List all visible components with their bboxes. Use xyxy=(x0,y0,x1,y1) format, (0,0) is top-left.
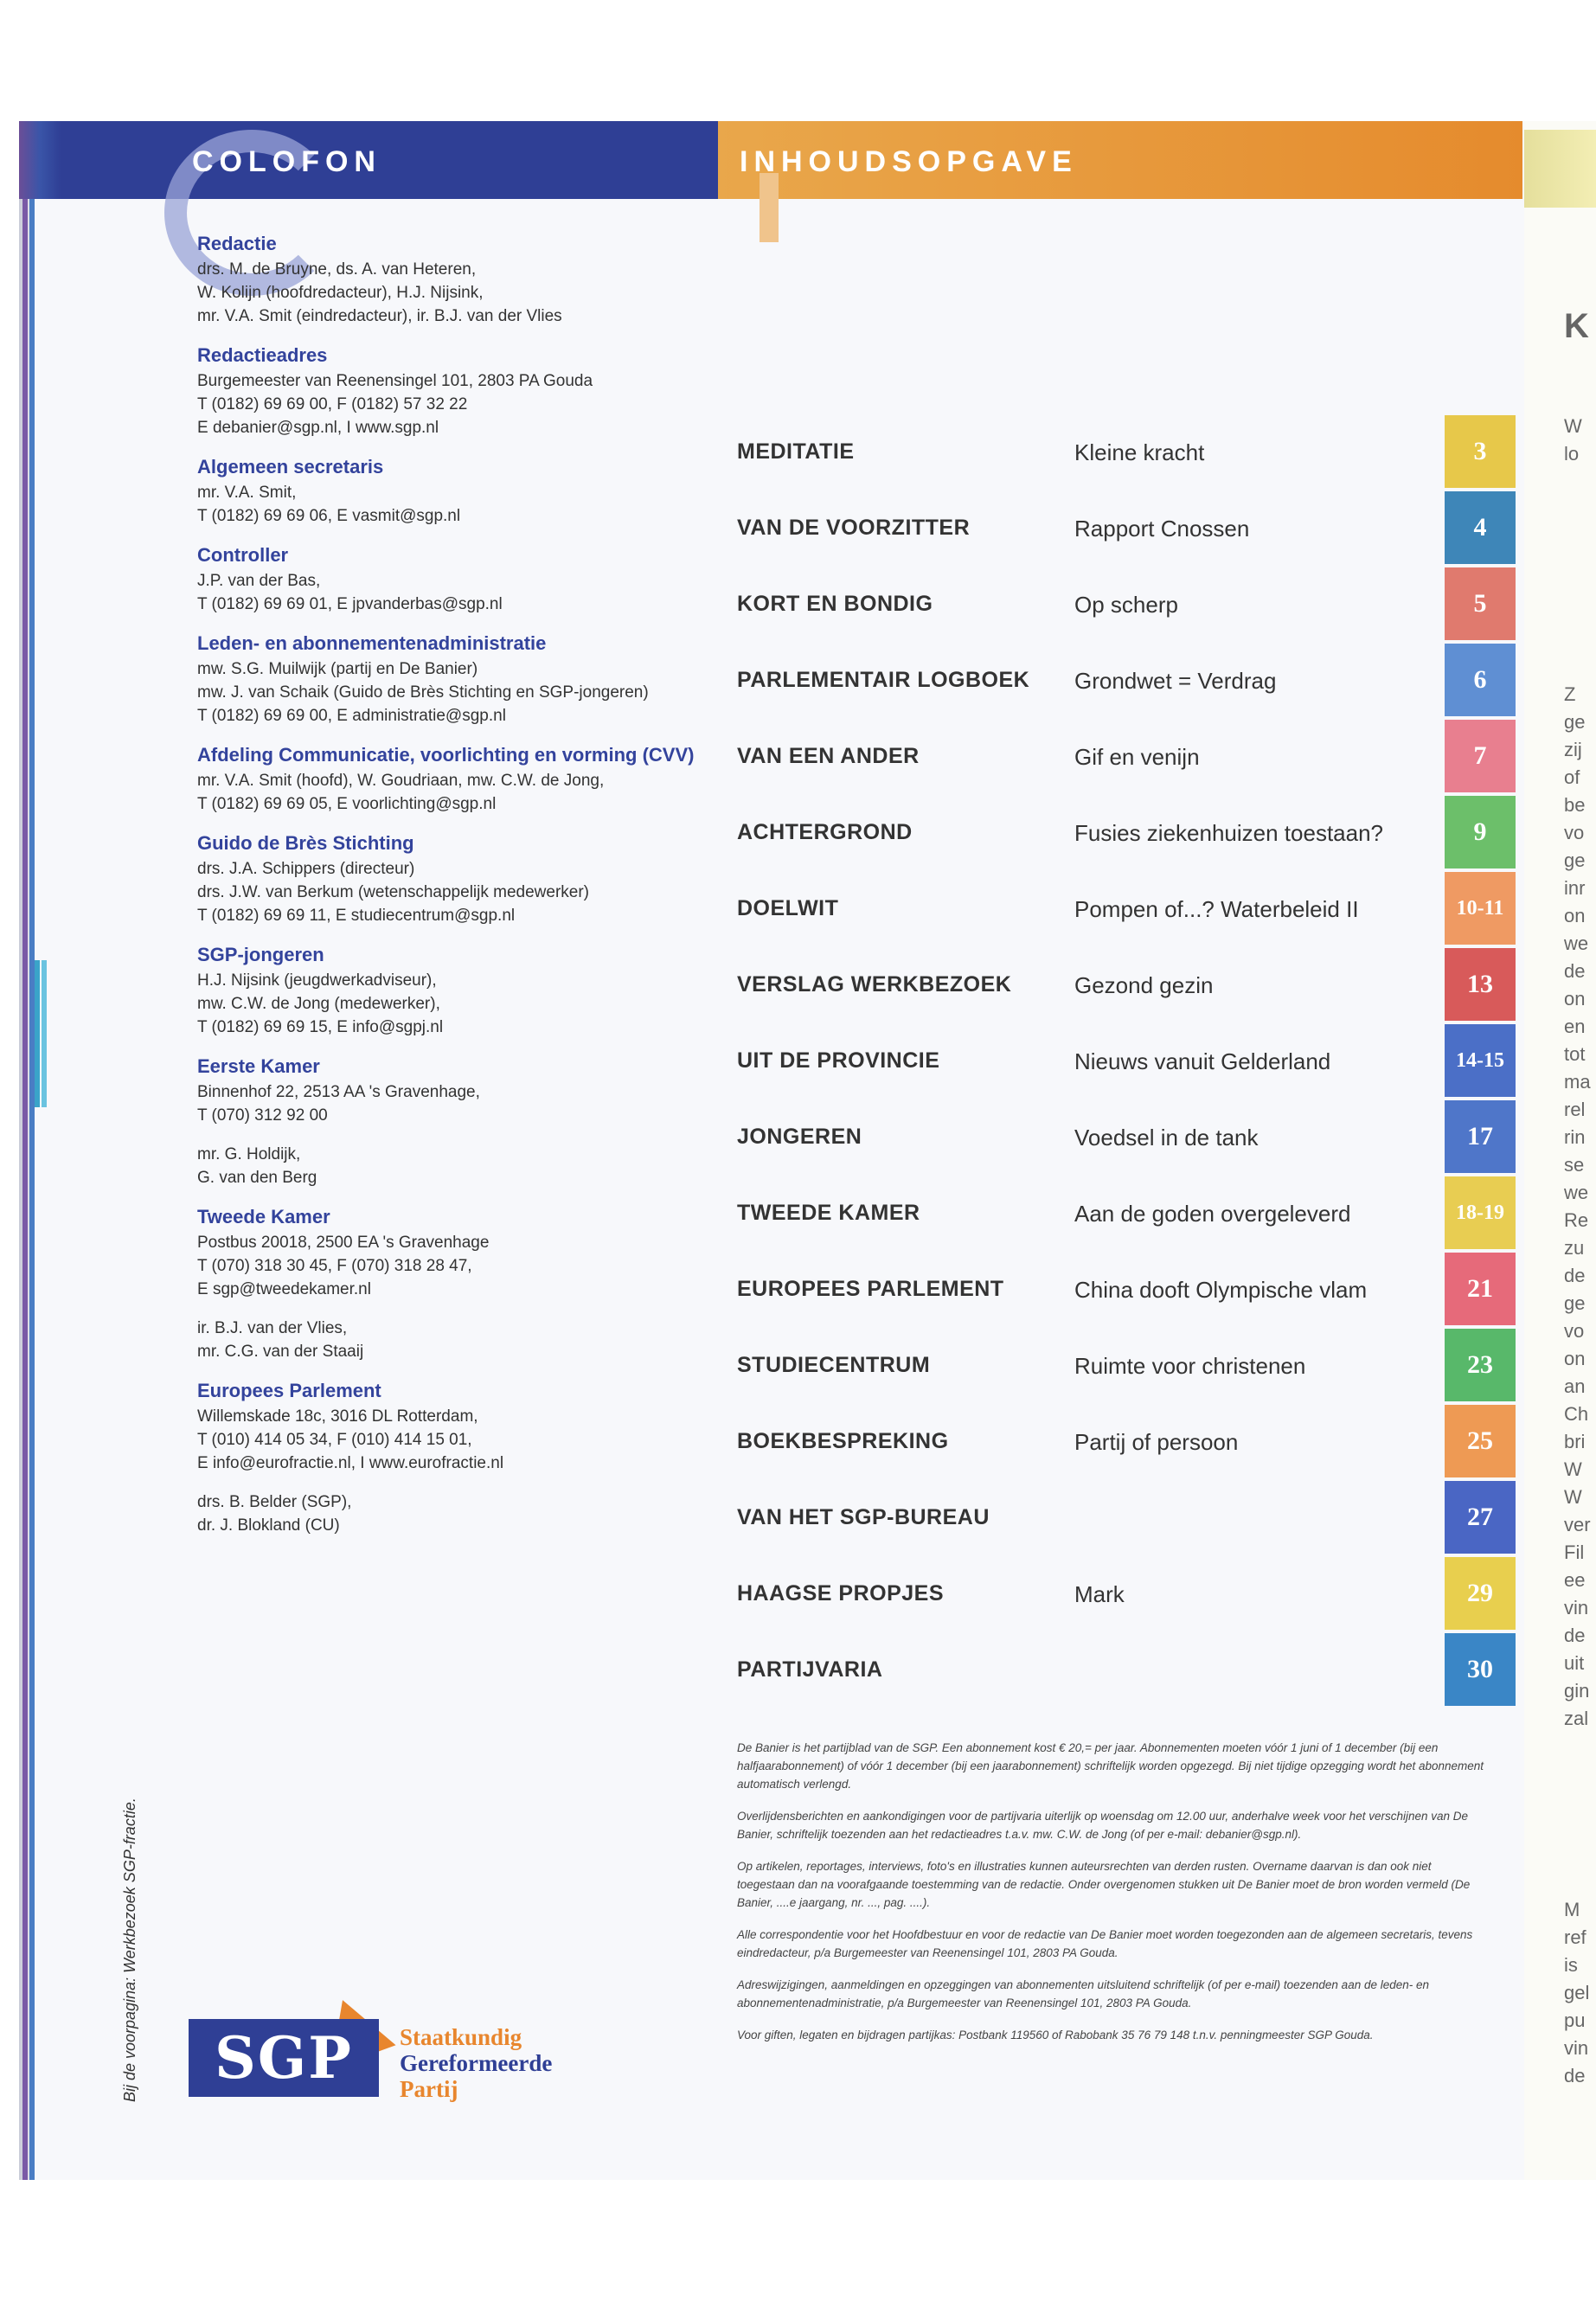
note-paragraph: Op artikelen, reportages, interviews, foto's en illustraties kunnen auteursrechten van derden rusten. Overname daarvan is dan ook niet toegestaan dan na voorafgaande toestemming van de redactie. Onder overgenomen stukken uit De Banier moet de bron worden vermeld (De Banier, ....e jaargang, nr. ..., pag. ....). xyxy=(737,1860,1471,1909)
toc-title: Fusies ziekenhuizen toestaan? xyxy=(1074,820,1384,846)
sgp-logo xyxy=(189,1998,569,2102)
toc-row[interactable] xyxy=(737,872,1504,948)
next-page-fragment: inr xyxy=(1564,877,1586,899)
colofon-line: drs. B. Belder (SGP), xyxy=(197,1493,352,1511)
logo-line-3: Partij xyxy=(400,2076,458,2102)
colofon-line: T (0182) 69 69 15, E info@sgpj.nl xyxy=(197,1018,444,1036)
next-page-fragment: K xyxy=(1564,307,1589,345)
next-page-fragment: on xyxy=(1564,1348,1586,1369)
toc-row[interactable] xyxy=(737,415,1487,491)
note-paragraph: Overlijdensberichten en aankondigingen voor de partijvaria uiterlijk op woensdag om 12.00 uur, anderhalve week voor het verschijnen van De Banier, schriftelijk toezenden aan het redactieadres t.a.v. mw. C.W. de Jong (of per e-mail: debanier@sgp.nl). xyxy=(737,1810,1469,1841)
next-page-fragment: lo xyxy=(1564,443,1580,465)
toc-title: Ruimte voor christenen xyxy=(1074,1353,1306,1379)
colofon-line: mr. G. Holdijk, xyxy=(197,1145,301,1163)
edge-strip-cyan2 xyxy=(42,960,47,1107)
inhoudsopgave-title: INHOUDSOPGAVE xyxy=(740,145,1078,178)
colofon-heading: SGP-jongeren xyxy=(197,944,324,965)
toc-row[interactable] xyxy=(737,1405,1493,1481)
toc-row[interactable] xyxy=(737,948,1493,1024)
next-page-fragment: de xyxy=(1564,1265,1586,1286)
toc-section: UIT DE PROVINCIE xyxy=(737,1048,940,1073)
colofon-block xyxy=(197,232,837,328)
next-page-fragment: on xyxy=(1564,988,1586,1009)
colofon-line: mr. V.A. Smit (eindredacteur), ir. B.J. van der Vlies xyxy=(197,307,562,325)
toc-page-tab: 27 xyxy=(1445,1481,1516,1554)
colofon-line: G. van den Berg xyxy=(197,1169,317,1187)
toc-row[interactable] xyxy=(737,796,1487,872)
toc-row[interactable] xyxy=(737,1253,1493,1329)
toc-page-tab: 30 xyxy=(1445,1633,1516,1706)
next-page-fragment: vin xyxy=(1564,2037,1589,2059)
colofon-line: T (0182) 69 69 05, E voorlichting@sgp.nl xyxy=(197,795,497,813)
edge-strip-purple xyxy=(22,121,28,2180)
colofon-heading: Europees Parlement xyxy=(197,1380,381,1401)
colofon-line: E debanier@sgp.nl, I www.sgp.nl xyxy=(197,419,439,437)
toc-page-tab: 4 xyxy=(1445,491,1516,564)
next-page-fragment: de xyxy=(1564,960,1586,982)
colofon-heading: Guido de Brès Stichting xyxy=(197,832,414,854)
next-page-fragment: Ch xyxy=(1564,1403,1589,1425)
toc-title: Op scherp xyxy=(1074,592,1178,618)
next-page-fragment: zu xyxy=(1564,1237,1585,1259)
next-page-fragment: be xyxy=(1564,794,1586,816)
next-page-fragment: rel xyxy=(1564,1099,1586,1120)
toc-page-tab: 29 xyxy=(1445,1557,1516,1630)
colofon-line: mw. C.W. de Jong (medewerker), xyxy=(197,995,440,1013)
next-page-fragment: W xyxy=(1564,1458,1582,1480)
toc-title: Mark xyxy=(1074,1581,1125,1607)
toc-section: TWEEDE KAMER xyxy=(737,1201,920,1225)
colofon-line: drs. M. de Bruyne, ds. A. van Heteren, xyxy=(197,260,477,279)
colofon-heading: Eerste Kamer xyxy=(197,1055,320,1077)
next-page-fragment: Re xyxy=(1564,1209,1589,1231)
next-page-fragment: ee xyxy=(1564,1569,1586,1591)
note-paragraph: Adreswijzigingen, aanmeldingen en opzeggingen van abonnementen uitsluitend schriftelijk (of per e-mail) toezenden aan de leden- en abonnementenadministratie, p/a Burgemeester van Reenensingel 101, 2803 PA Gouda. xyxy=(737,1978,1430,2009)
toc-section: STUDIECENTRUM xyxy=(737,1353,931,1377)
next-page-fragment: vo xyxy=(1564,822,1585,843)
colofon-line: T (0182) 69 69 00, F (0182) 57 32 22 xyxy=(197,395,468,413)
next-page-fragment: de xyxy=(1564,2065,1586,2086)
colofon-line: J.P. van der Bas, xyxy=(197,572,321,590)
next-page-fragment: uit xyxy=(1564,1652,1585,1674)
next-page-fragment: en xyxy=(1564,1016,1586,1037)
toc-section: HAAGSE PROPJES xyxy=(737,1581,945,1606)
toc-section: DOELWIT xyxy=(737,896,839,920)
cover-caption: Bij de voorpagina: Werkbezoek SGP-fractie. xyxy=(121,1798,138,2102)
colofon-line: E sgp@tweedekamer.nl xyxy=(197,1280,371,1298)
colofon-heading: Redactieadres xyxy=(197,344,328,366)
next-page-fragment: zal xyxy=(1564,1708,1589,1729)
colofon-line: T (0182) 69 69 11, E studiecentrum@sgp.nl xyxy=(197,907,516,925)
colofon-line: Postbus 20018, 2500 EA 's Gravenhage xyxy=(197,1234,490,1252)
toc-row[interactable] xyxy=(737,1100,1493,1176)
next-page-fragment: bri xyxy=(1564,1431,1586,1452)
colofon-line: T (070) 318 30 45, F (070) 318 28 47, xyxy=(197,1257,472,1275)
colofon-line: mr. V.A. Smit (hoofd), W. Goudriaan, mw. C.W. de Jong, xyxy=(197,772,605,790)
toc-page-tab: 5 xyxy=(1445,567,1516,640)
toc-section: KORT EN BONDIG xyxy=(737,592,933,616)
next-page-fragment: tot xyxy=(1564,1043,1586,1065)
toc-title: Voedsel in de tank xyxy=(1074,1125,1259,1150)
toc-title: China dooft Olympische vlam xyxy=(1074,1277,1368,1303)
toc-row[interactable] xyxy=(737,1481,1493,1557)
colofon-heading: Controller xyxy=(197,544,289,566)
colofon-line: mw. S.G. Muilwijk (partij en De Banier) xyxy=(197,660,478,678)
next-page-fragment: ver xyxy=(1564,1514,1591,1535)
toc-page-tab: 7 xyxy=(1445,720,1516,792)
toc-title: Gezond gezin xyxy=(1074,972,1214,998)
next-page-fragment: W xyxy=(1564,415,1582,437)
toc-row[interactable] xyxy=(737,1557,1493,1633)
next-page-fragment: on xyxy=(1564,905,1586,926)
colofon-line: W. Kolijn (hoofdredacteur), H.J. Nijsink, xyxy=(197,284,484,302)
toc-title: Pompen of...? Waterbeleid II xyxy=(1074,896,1359,922)
next-page-fragment: Fil xyxy=(1564,1541,1585,1563)
left-band-edge xyxy=(19,121,61,199)
colofon-line: E info@eurofractie.nl, I www.eurofractie.nl xyxy=(197,1454,504,1472)
next-page-fragment: ma xyxy=(1564,1071,1591,1093)
next-page-edge xyxy=(1524,121,1596,2180)
toc-title: Rapport Cnossen xyxy=(1074,516,1250,542)
next-page-fragment: vo xyxy=(1564,1320,1585,1342)
colofon-line: mr. C.G. van der Staaij xyxy=(197,1343,364,1361)
toc-section: MEDITATIE xyxy=(737,439,855,464)
toc-row[interactable] xyxy=(737,1024,1504,1100)
toc-title: Nieuws vanuit Gelderland xyxy=(1074,1048,1331,1074)
toc-page-tab: 9 xyxy=(1445,796,1516,868)
colofon-line: Burgemeester van Reenensingel 101, 2803 PA Gouda xyxy=(197,372,593,390)
toc-page-tab: 23 xyxy=(1445,1329,1516,1401)
toc-row[interactable] xyxy=(737,567,1487,644)
note-paragraph: Voor giften, legaten en bijdragen partijkas: Postbank 119560 of Rabobank 35 76 79 148 t.n.v. penningmeester SGP Gouda. xyxy=(737,2029,1374,2041)
toc-section: BOEKBESPREKING xyxy=(737,1429,949,1453)
edge-strip-cyan xyxy=(35,960,40,1107)
colofon-heading: Tweede Kamer xyxy=(197,1206,330,1227)
note-paragraph: De Banier is het partijblad van de SGP. Een abonnement kost € 20,= per jaar. Abonnementen moeten vóór 1 juni of 1 december (bij een halfjaarabonnement) of vóór 1 december (bij een jaarabonnement) schriftelijk worden opgezegd. Bij niet tijdige opzegging wordt het abonnement automatisch verlengd. xyxy=(737,1741,1484,1791)
toc-section: JONGEREN xyxy=(737,1125,862,1149)
next-page-fragment: we xyxy=(1564,933,1589,954)
toc-title: Partij of persoon xyxy=(1074,1429,1239,1455)
next-page-fragment: de xyxy=(1564,1625,1586,1646)
next-page-fragment: ref xyxy=(1564,1926,1586,1948)
toc-page-tab: 10-11 xyxy=(1445,872,1516,945)
colofon-line: T (0182) 69 69 00, E administratie@sgp.nl xyxy=(197,707,506,725)
toc-page-tab: 6 xyxy=(1445,644,1516,716)
next-page-fragment: pu xyxy=(1564,2009,1586,2031)
next-page-fragment: of xyxy=(1564,766,1580,788)
toc-page-tab: 14-15 xyxy=(1445,1024,1516,1097)
next-page-fragment: vin xyxy=(1564,1597,1589,1618)
next-page-fragment: gel xyxy=(1564,1982,1590,2003)
toc-title: Aan de goden overgeleverd xyxy=(1074,1201,1351,1227)
next-page-fragment: ge xyxy=(1564,849,1586,871)
colofon-line: T (070) 312 92 00 xyxy=(197,1106,328,1125)
toc-title: Grondwet = Verdrag xyxy=(1074,668,1277,694)
colofon-title: COLOFON xyxy=(192,145,381,178)
colofon-heading: Afdeling Communicatie, voorlichting en vorming (CVV) xyxy=(197,744,695,766)
next-page-fragment: we xyxy=(1564,1182,1589,1203)
toc-section: ACHTERGROND xyxy=(737,820,913,844)
toc-row[interactable] xyxy=(737,1633,1493,1709)
colofon-line: Binnenhof 22, 2513 AA 's Gravenhage, xyxy=(197,1083,480,1101)
table-of-contents xyxy=(737,415,1504,1709)
colofon-band xyxy=(61,121,718,199)
next-page-fragment: se xyxy=(1564,1154,1585,1176)
next-page-fragment: an xyxy=(1564,1375,1586,1397)
colofon-line: T (0182) 69 69 06, E vasmit@sgp.nl xyxy=(197,507,461,525)
colofon-line: T (0182) 69 69 01, E jpvanderbas@sgp.nl xyxy=(197,595,503,613)
next-page-fragment: W xyxy=(1564,1486,1582,1508)
colofon-line: Willemskade 18c, 3016 DL Rotterdam, xyxy=(197,1407,478,1426)
colofon-heading: Redactie xyxy=(197,233,277,254)
toc-page-tab: 18-19 xyxy=(1445,1176,1516,1249)
colofon-line: drs. J.A. Schippers (directeur) xyxy=(197,860,415,878)
next-page-fragment: M xyxy=(1564,1899,1580,1920)
next-page-fragment: ge xyxy=(1564,1292,1586,1314)
toc-section: PARLEMENTAIR LOGBOEK xyxy=(737,668,1030,692)
toc-row[interactable] xyxy=(737,1176,1504,1253)
colofon-heading: Algemeen secretaris xyxy=(197,456,384,478)
toc-page-tab: 13 xyxy=(1445,948,1516,1021)
colofon-line: drs. J.W. van Berkum (wetenschappelijk medewerker) xyxy=(197,883,589,901)
next-page-fragment: Z xyxy=(1564,683,1576,705)
colofon-line: mr. V.A. Smit, xyxy=(197,484,297,502)
colofon-line: dr. J. Blokland (CU) xyxy=(197,1516,340,1535)
toc-page-tab: 17 xyxy=(1445,1100,1516,1173)
toc-section: VAN EEN ANDER xyxy=(737,744,920,768)
toc-row[interactable] xyxy=(737,491,1487,567)
edge-strip-blue xyxy=(29,121,35,2180)
next-page-band xyxy=(1524,130,1596,208)
next-page-fragment: gin xyxy=(1564,1680,1590,1702)
logo-text xyxy=(400,2024,552,2102)
toc-page-tab: 3 xyxy=(1445,415,1516,488)
toc-row[interactable] xyxy=(737,720,1487,796)
toc-page-tab: 21 xyxy=(1445,1253,1516,1325)
toc-section: VAN DE VOORZITTER xyxy=(737,516,971,540)
toc-section: VERSLAG WERKBEZOEK xyxy=(737,972,1012,997)
toc-row[interactable] xyxy=(737,644,1487,720)
next-page-fragment: ge xyxy=(1564,711,1586,733)
colofon-line: H.J. Nijsink (jeugdwerkadviseur), xyxy=(197,971,437,990)
logo-mark: SGP xyxy=(189,2019,379,2097)
toc-section: EUROPEES PARLEMENT xyxy=(737,1277,1004,1301)
next-page-fragment: rin xyxy=(1564,1126,1586,1148)
colofon-line: T (010) 414 05 34, F (010) 414 15 01, xyxy=(197,1431,472,1449)
toc-title: Gif en venijn xyxy=(1074,744,1200,770)
toc-section: PARTIJVARIA xyxy=(737,1657,883,1682)
logo-line-1: Staatkundig xyxy=(400,2024,522,2050)
toc-title: Kleine kracht xyxy=(1074,439,1205,465)
logo-line-2: Gereformeerde xyxy=(400,2050,553,2076)
next-page-fragment: is xyxy=(1564,1954,1578,1976)
note-paragraph: Alle correspondentie voor het Hoofdbestuur en voor de redactie van De Banier moet worden toegezonden aan de algemeen secretaris, tevens eindredacteur, p/a Burgemeester van Reenensingel 101, 2803 PA Gouda. xyxy=(737,1928,1473,1959)
toc-section: VAN HET SGP-BUREAU xyxy=(737,1505,990,1529)
fine-print xyxy=(737,1739,1490,2058)
toc-page-tab: 25 xyxy=(1445,1405,1516,1477)
toc-row[interactable] xyxy=(737,1329,1493,1405)
colofon-heading: Leden- en abonnementenadministratie xyxy=(197,632,547,654)
colofon-line: ir. B.J. van der Vlies, xyxy=(197,1319,348,1337)
colofon-line: mw. J. van Schaik (Guido de Brès Stichting en SGP-jongeren) xyxy=(197,683,649,702)
next-page-fragment: zij xyxy=(1564,739,1582,760)
